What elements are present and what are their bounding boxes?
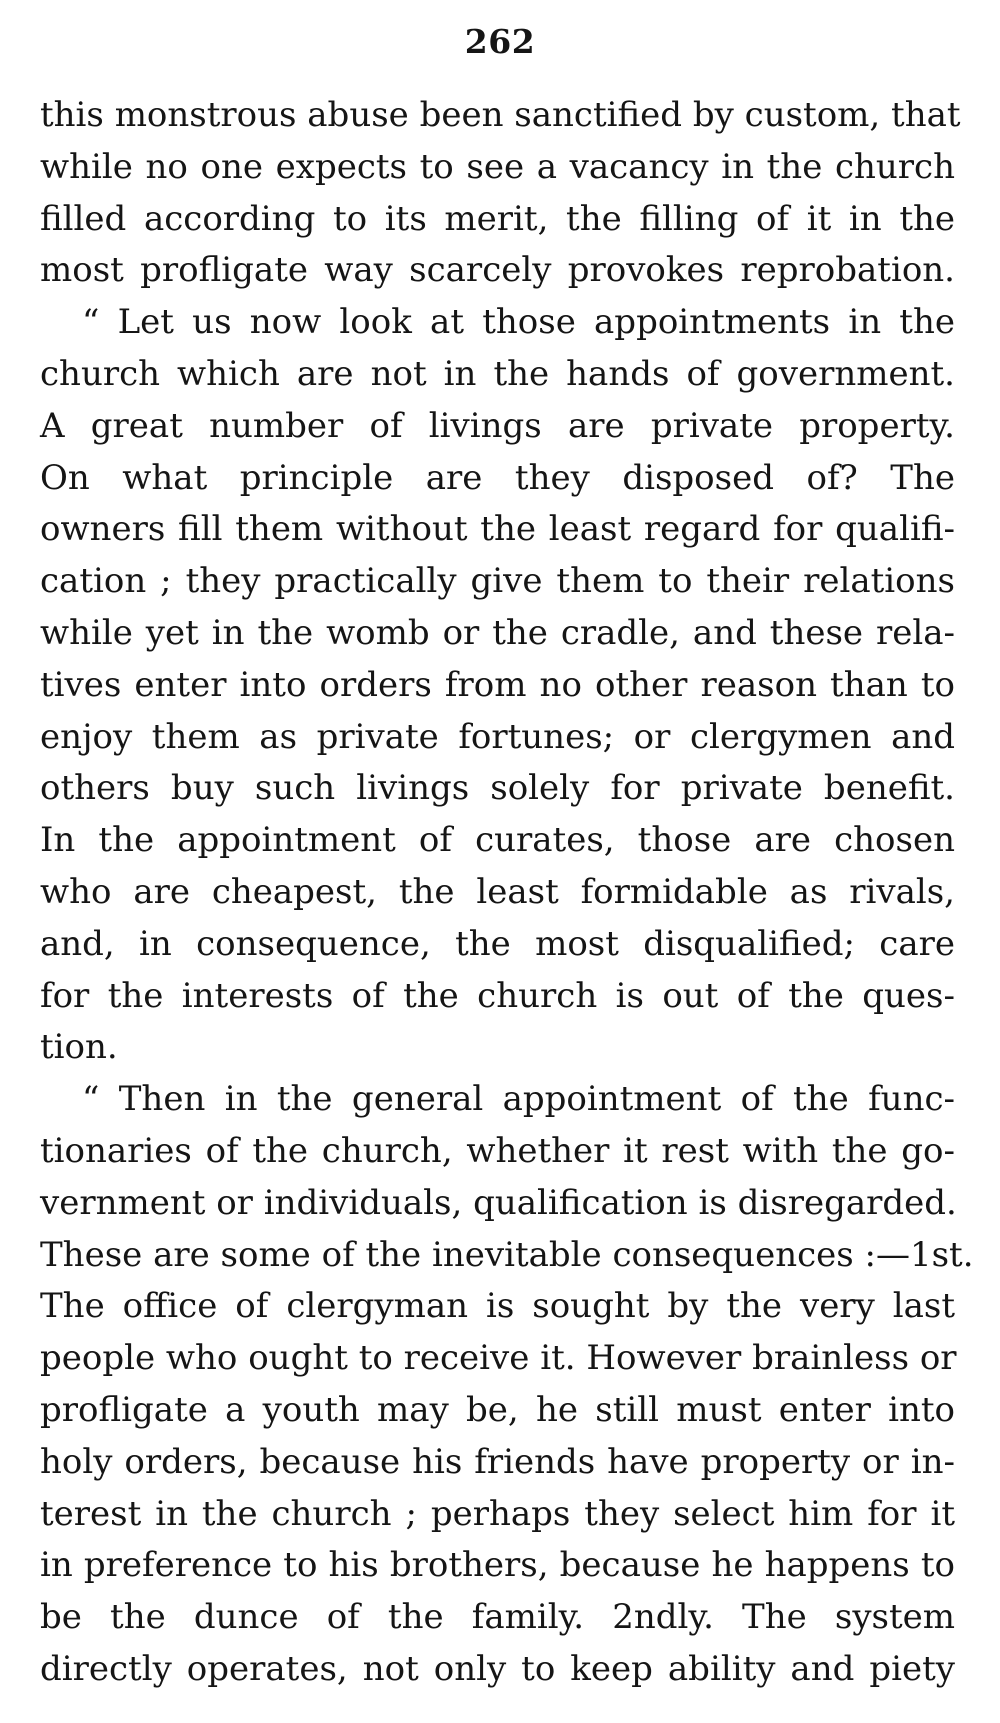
text-line: vernment or individuals, qualification is disregarded.	[40, 1182, 957, 1223]
body-text	[40, 90, 974, 1696]
text-line: On what principle are they disposed of? The	[40, 457, 955, 498]
text-line: people who ought to receive it. However brainless or	[40, 1338, 957, 1379]
text-line: this monstrous abuse been sanctified by custom, that	[40, 95, 961, 135]
text-line: terest in the church ; perhaps they select him for it	[40, 1493, 955, 1534]
text-line: A great number of livings are private property.	[40, 405, 955, 446]
text-line: enjoy them as private fortunes; or clergymen and	[40, 716, 955, 757]
text-line: who are cheapest, the least formidable as rivals,	[40, 871, 955, 912]
text-line: “ Then in the general appointment of the func-	[82, 1079, 955, 1120]
page-number: 262	[464, 22, 536, 61]
text-line: cation ; they practically give them to their relations	[40, 561, 955, 602]
text-line: tion.	[40, 1027, 118, 1068]
text-line: tionaries of the church, whether it rest with the go-	[40, 1130, 955, 1171]
text-line: profligate a youth may be, he still must enter into	[40, 1389, 955, 1430]
text-line: while yet in the womb or the cradle, and these rela-	[40, 612, 955, 653]
text-line: church which are not in the hands of government.	[40, 353, 955, 394]
text-line: others buy such livings solely for private benefit.	[40, 768, 955, 809]
text-line: in preference to his brothers, because he happens to	[40, 1545, 955, 1586]
text-line: be the dunce of the family. 2ndly. The system	[40, 1597, 955, 1638]
text-line: and, in consequence, the most disqualified; care	[40, 923, 955, 964]
text-line: while no one expects to see a vacancy in the church	[40, 146, 955, 187]
text-line: most profligate way scarcely provokes reprobation.	[40, 250, 955, 291]
text-line: tives enter into orders from no other reason than to	[40, 664, 955, 705]
text-line: filled according to its merit, the filling of it in the	[40, 198, 955, 239]
text-line: These are some of the inevitable consequences :—1st.	[40, 1234, 974, 1275]
text-line: In the appointment of curates, those are chosen	[40, 820, 955, 861]
text-line: directly operates, not only to keep ability and piety	[40, 1648, 955, 1689]
text-line: holy orders, because his friends have property or in-	[40, 1441, 955, 1482]
text-line: for the interests of the church is out of the ques-	[40, 975, 955, 1016]
text-line: “ Let us now look at those appointments in the	[82, 302, 955, 343]
text-line: owners fill them without the least regard for qualifi-	[40, 509, 955, 550]
text-line: The office of clergyman is sought by the very last	[40, 1286, 955, 1327]
